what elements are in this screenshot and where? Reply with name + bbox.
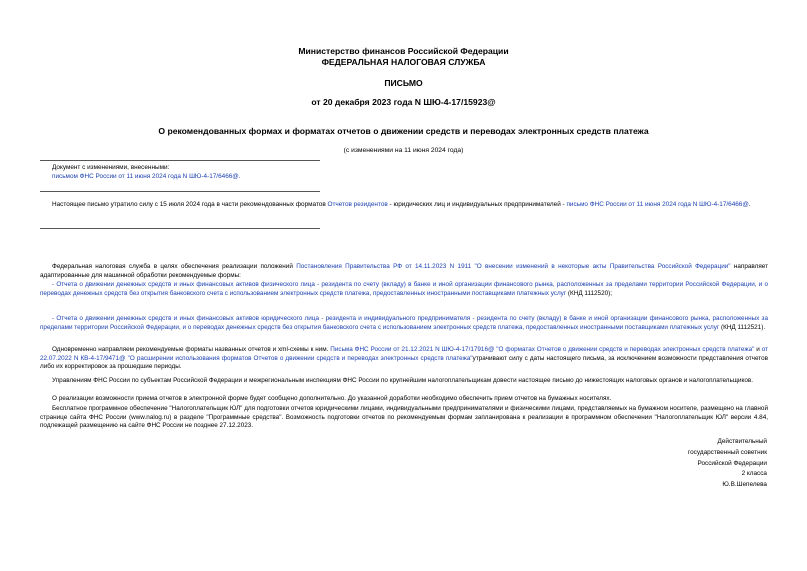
divider xyxy=(40,160,320,161)
list-item: - Отчета о движении денежных средств и иных финансовых активов физического лица - резидента по счету (вкладу) в банке и иной организации финансового рынка, расположенных за пределами территории Российской Федерации, и о переводах денежных средств без открытия банковского счета с использованием электронных средств платежа, предоставленных иностранными поставщиками платежных услуг (КНД 1112520); xyxy=(40,281,768,297)
signatory-name: Ю.В.Шепелева xyxy=(722,481,767,489)
divider xyxy=(40,191,320,192)
changes-box xyxy=(52,164,322,182)
doc-type: ПИСЬМО xyxy=(384,78,423,88)
residents-reports-link[interactable]: Отчетов резидентов xyxy=(327,201,388,208)
doc-date-number: от 20 декабря 2023 года N ШЮ-4-17/15923@ xyxy=(311,97,496,107)
letter-2022-link[interactable]: от 22.07.2022 N КВ-4-17/9471@ "О расширении использования форматов Отчетов о движении средств и переводах электронных средств платежа" xyxy=(40,346,768,362)
service-heading: ФЕДЕРАЛЬНАЯ НАЛОГОВАЯ СЛУЖБА xyxy=(321,57,486,67)
revision-note: (с изменениями на 11 июня 2024 года) xyxy=(343,147,464,154)
signature-line: Действительный xyxy=(717,438,767,445)
divider xyxy=(40,228,320,229)
paragraph-5: Бесплатное программное обеспечение "Налогоплательщик ЮЛ" для подготовки отчетов юридическими лицами, индивидуальными предпринимателями и физическими лицами, представляемых на бумажном носителе, размещено на главной странице сайта ФНС России (www.nalog.ru) в разделе "Программные средства". Возможность подготовки отчетов по рекомендуемым формам запланирована к реализации в программном обеспечении "Налогоплательщик ЮЛ" версии 4.84, подлежащей размещению на сайте ФНС России не позднее 27.12.2023. xyxy=(40,405,768,430)
signature-block xyxy=(688,437,767,491)
signature-line: 2 класса xyxy=(741,470,767,478)
form-knd-1112520-link[interactable]: - Отчета о движении денежных средств и иных финансовых активов физического лица - резидента по счету (вкладу) в банке и иной организации финансового рынка, расположенных за пределами территории Российской Федерации, и о переводах денежных средств без открытия банковского счета с использованием электронных средств платежа, предоставленных иностранными поставщиками платежных услуг xyxy=(40,281,768,297)
changes-intro: Документ с изменениями, внесенными: xyxy=(52,164,170,171)
letter-2021-link[interactable]: Письма ФНС России от 21.12.2021 N ШЮ-4-17/17916@ "О форматах Отчетов о движении средств и переводах электронных средств платежа" xyxy=(330,346,755,353)
validity-note: Настоящее письмо утратило силу с 15 июля 2024 года в части рекомендованных форматов Отчетов резидентов - юридических лиц и индивидуальных предпринимателей - письмо ФНС России от 11 июня 2024 года N ШЮ-4-17/6466@. xyxy=(52,201,751,208)
doc-title: О рекомендованных формах и форматах отчетов о движении средств и переводах электронных средств платежа xyxy=(158,126,649,136)
ministry-heading: Министерство финансов Российской Федерации xyxy=(298,46,509,56)
paragraph-1: Федеральная налоговая служба в целях обеспечения реализации положений Постановления Правительства РФ от 14.11.2023 N 1911 "О внесении изменений в некоторые акты Правительства Российской Федерации" направляет адаптированные для машинной обработки рекомендуемые формы: xyxy=(40,263,769,279)
fns-letter-link[interactable]: письмо ФНС России от 11 июня 2024 года N ШЮ-4-17/6466@ xyxy=(566,201,749,208)
paragraph-2: Одновременно направляем рекомендуемые форматы названных отчетов и xml-схемы к ним. Письма ФНС России от 21.12.2021 N ШЮ-4-17/17916@ "О форматах Отчетов о движении средств и переводах электронных средств платежа" и от 22.07.2022 N КВ-4-17/9471@ "О расширении использования форматов Отчетов о движении средств и переводах электронных средств платежа"утрачивают силу с даты настоящего письма, за исключением возможности представления отчетов либо их корректировок за прошедшие периоды. xyxy=(40,346,768,371)
paragraph-4: О реализации возможности приема отчетов в электронной форме будет сообщено дополнительно. До указанной доработки необходимо обеспечить прием отчетов на бумажных носителях. xyxy=(52,395,612,402)
government-decree-link[interactable]: Постановления Правительства РФ от 14.11.2023 N 1911 "О внесении изменений в некоторые акты Правительства Российской Федерации" xyxy=(296,263,731,270)
changes-link[interactable]: письмом ФНС России от 11 июня 2024 года N ШЮ-4-17/6466@. xyxy=(52,172,241,180)
list-item: - Отчета о движении денежных средств и иных финансовых активов юридического лица - резидента и индивидуального предпринимателя - резидента по счету (вкладу) в банке и иной организации финансового рынка, расположенных за пределами территории Российской Федерации, и о переводах денежных средств без открытия банковского счета с использованием электронных средств платежа, предоставленных иностранными поставщиками платежных услуг (КНД 1112521). xyxy=(40,315,768,331)
paragraph-3: Управлениям ФНС России по субъектам Российской Федерации и межрегиональным инспекциям ФНС России по крупнейшим налогоплательщикам довести настоящее письмо до нижестоящих налоговых органов и налогоплательщиков. xyxy=(52,377,754,384)
signature-line: государственный советник xyxy=(687,448,767,456)
signature-line: Российской Федерации xyxy=(697,459,767,467)
form-knd-1112521-link[interactable]: - Отчета о движении денежных средств и иных финансовых активов юридического лица - резидента и индивидуального предпринимателя - резидента по счету (вкладу) в банке и иной организации финансового рынка, расположенных за пределами территории Российской Федерации, и о переводах денежных средств без открытия банковского счета с использованием электронных средств платежа, предоставленных иностранными поставщиками платежных услуг xyxy=(40,315,768,331)
